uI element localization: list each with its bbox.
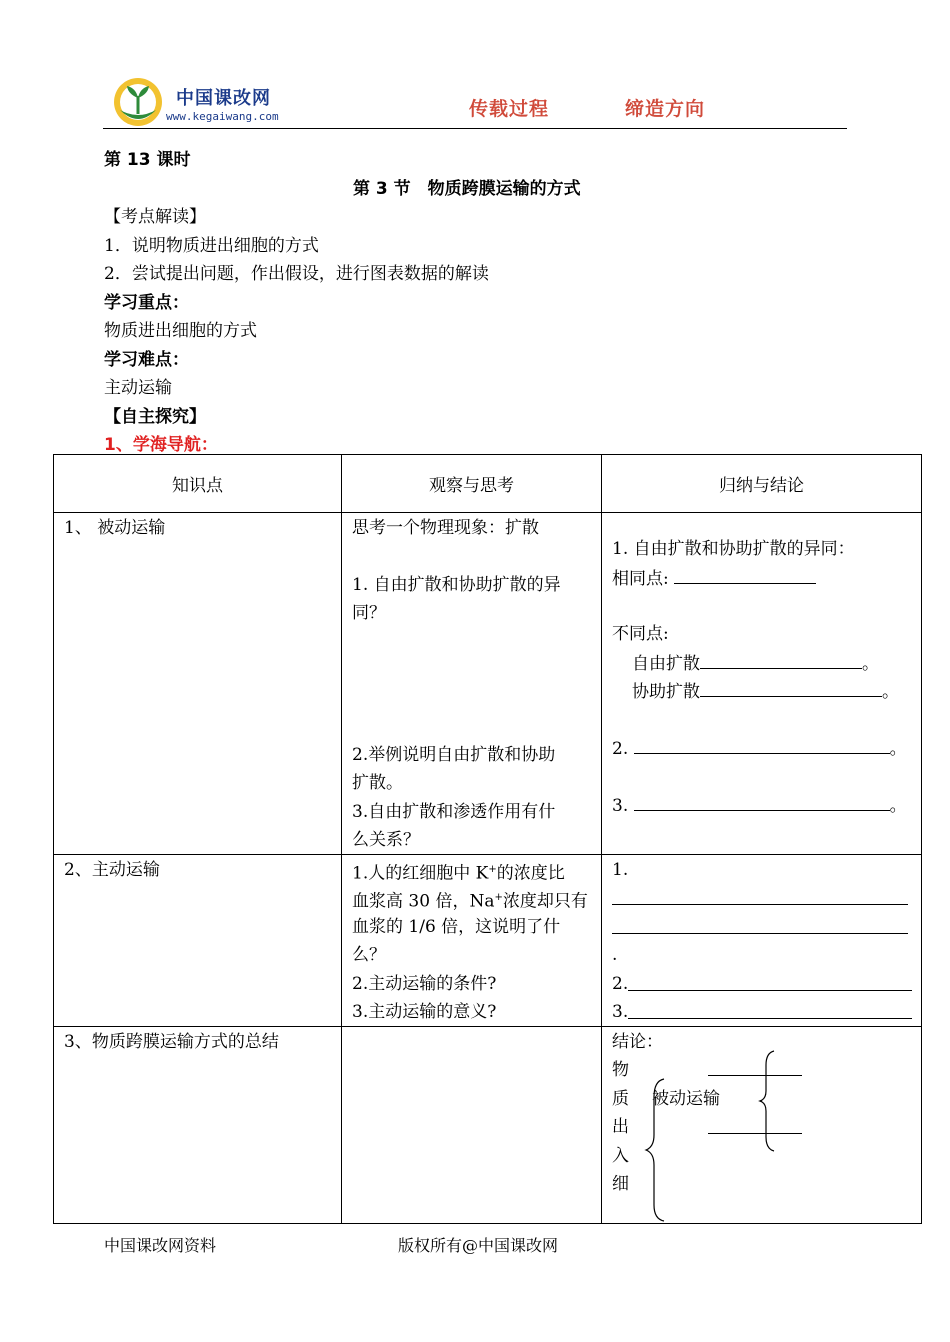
vertical-char: 质 bbox=[612, 1089, 629, 1109]
think-text: 思考一个物理现象：扩散 bbox=[352, 518, 539, 538]
footer-left: 中国课改网资料 bbox=[104, 1236, 217, 1255]
brace-icon bbox=[758, 1049, 778, 1153]
period: 。 bbox=[882, 682, 899, 702]
kaodian-heading: 【考点解读】 bbox=[104, 207, 206, 227]
header-divider bbox=[103, 128, 847, 129]
conclusion-text: 协助扩散 bbox=[632, 682, 700, 702]
think-text: 扩散。 bbox=[352, 773, 403, 793]
conclusion-text: 不同点: bbox=[612, 624, 669, 644]
think-text: 2.主动运输的条件? bbox=[352, 974, 497, 994]
logo-url: www.kegaiwang.com bbox=[166, 110, 279, 123]
logo-text: 中国课改网 bbox=[176, 88, 271, 109]
period: 。 bbox=[889, 739, 907, 759]
think-text: 2.举例说明自由扩散和协助 bbox=[352, 745, 556, 765]
answer-blank[interactable] bbox=[634, 794, 890, 811]
zhongdian-text: 物质进出细胞的方式 bbox=[104, 321, 257, 341]
conclusion-text: 自由扩散 bbox=[632, 654, 700, 674]
conclusion-text: 3. bbox=[612, 1002, 629, 1022]
left-brace-icon bbox=[642, 1077, 668, 1223]
lesson-number: 第 13 课时 bbox=[104, 150, 191, 170]
passive-label: 被动运输 bbox=[652, 1089, 720, 1109]
kaodian-item: 1．说明物质进出细胞的方式 bbox=[104, 236, 319, 256]
page-title: 第 3 节 物质跨膜运输的方式 bbox=[353, 179, 581, 199]
answer-blank[interactable] bbox=[700, 680, 882, 697]
think-text: 3.自由扩散和渗透作用有什 bbox=[352, 802, 556, 822]
think-text: 1. 自由扩散和协助扩散的异 bbox=[352, 575, 561, 595]
answer-blank[interactable] bbox=[700, 652, 862, 669]
think-text: 1.人的红细胞中 K bbox=[352, 863, 489, 884]
think-text: 么关系？ bbox=[352, 830, 420, 850]
answer-blank[interactable] bbox=[634, 737, 890, 754]
conclusion-text: . bbox=[612, 945, 618, 965]
think-text: 的浓度比 bbox=[496, 863, 565, 884]
worksheet-table bbox=[53, 454, 922, 1224]
topic-active: 2、主动运输 bbox=[64, 860, 160, 880]
conclusion-text: 1. bbox=[612, 860, 629, 880]
xuehai-heading: 1、学海导航： bbox=[104, 435, 218, 455]
zizhu-heading: 【自主探究】 bbox=[104, 407, 206, 427]
header-conclusion: 归纳与结论 bbox=[602, 455, 922, 513]
answer-blank[interactable] bbox=[708, 1133, 802, 1134]
answer-blank[interactable] bbox=[628, 1018, 912, 1019]
period: 。 bbox=[889, 796, 907, 816]
kaodian-item: 2．尝试提出问题，作出假设，进行图表数据的解读 bbox=[104, 264, 489, 284]
vertical-char: 细 bbox=[612, 1174, 629, 1194]
header-think: 观察与思考 bbox=[342, 455, 602, 513]
think-text: 浓度却只有 bbox=[502, 891, 588, 912]
answer-blank[interactable] bbox=[708, 1075, 802, 1076]
zhongdian-heading: 学习重点： bbox=[104, 293, 189, 313]
nandian-heading: 学习难点： bbox=[104, 350, 189, 370]
answer-blank[interactable] bbox=[612, 933, 908, 934]
answer-blank[interactable] bbox=[612, 904, 908, 905]
conclusion-text: 1. 自由扩散和协助扩散的异同： bbox=[612, 539, 855, 559]
conclusion-text: 2. bbox=[612, 739, 629, 759]
conclusion-text: 相同点: bbox=[612, 569, 669, 589]
superscript: + bbox=[494, 892, 503, 903]
nandian-text: 主动运输 bbox=[104, 378, 172, 398]
topic-summary: 3、物质跨膜运输方式的总结 bbox=[64, 1032, 279, 1052]
slogan-left: 传载过程 bbox=[469, 98, 550, 120]
slogan-right: 缔造方向 bbox=[625, 98, 706, 120]
conclusion-text: 3. bbox=[612, 796, 629, 816]
think-text: 3.主动运输的意义? bbox=[352, 1002, 497, 1022]
superscript: + bbox=[488, 864, 497, 875]
think-text: 同？ bbox=[352, 603, 386, 623]
vertical-char: 入 bbox=[612, 1146, 629, 1166]
period: 。 bbox=[862, 654, 879, 674]
answer-blank[interactable] bbox=[628, 990, 912, 991]
conclusion-text: 2. bbox=[612, 974, 629, 994]
conclusion-head: 结论： bbox=[612, 1032, 663, 1052]
header-topic: 知识点 bbox=[54, 455, 342, 513]
footer-center: 版权所有@中国课改网 bbox=[398, 1236, 559, 1255]
logo-icon bbox=[112, 76, 164, 128]
answer-blank[interactable] bbox=[674, 567, 816, 584]
think-text: 血浆高 30 倍，Na bbox=[352, 891, 495, 912]
vertical-char: 出 bbox=[612, 1117, 629, 1137]
think-text: 血浆的 1/6 倍，这说明了什 bbox=[352, 917, 561, 937]
think-text: 么？ bbox=[352, 945, 386, 965]
vertical-char: 物 bbox=[612, 1060, 629, 1080]
topic-passive: 1、 被动运输 bbox=[64, 518, 166, 538]
